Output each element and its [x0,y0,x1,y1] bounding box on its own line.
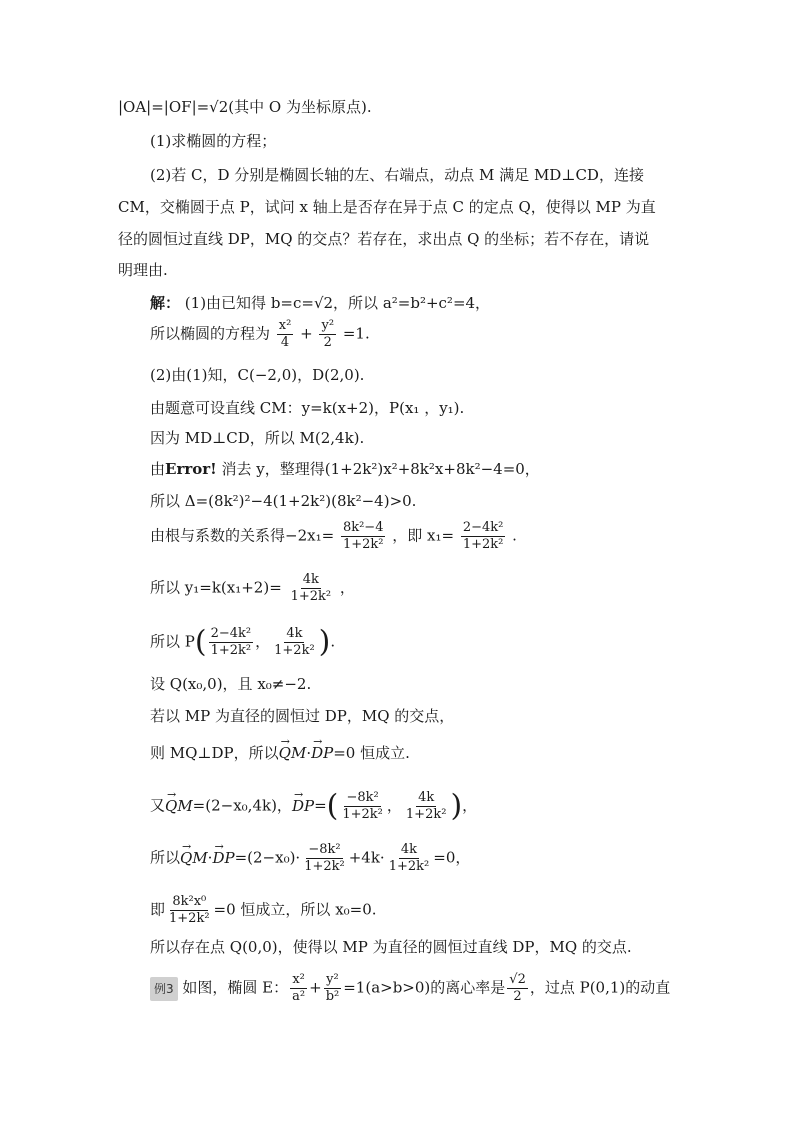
numerator: 4k [418,790,435,805]
solution-line-16 [150,894,377,927]
solution-line-8 [150,520,517,553]
text: 径的圆恒过直线 DP，MQ 的交点？若存在，求出点 Q 的坐标；若不存在，请说 [118,230,650,248]
text: 所以 Δ=(8k²)²−4(1+2k²)(8k²−4)>0. [150,492,417,510]
fraction [272,626,317,659]
text: 若以 MP 为直径的圆恒过 DP，MQ 的交点， [150,707,455,725]
text: . [330,632,336,651]
text: 由 [150,460,166,478]
numerator: −8k² [308,842,341,857]
denominator: 1+2k² [274,643,315,658]
solution-line-6 [150,458,540,480]
text: ，即 x₁= [392,526,455,545]
denominator: 1+2k² [290,589,332,604]
text: 明理由. [118,261,168,279]
solution-line-9 [150,572,355,605]
text: ， [255,632,271,651]
solution-line-7 [150,490,416,512]
vector-qm: → QM [180,847,208,869]
numerator: y² [321,318,335,333]
text: . [512,526,517,545]
left-paren: ( [194,624,207,660]
fraction [209,626,254,659]
text: 所以 [150,848,181,867]
denominator: 1+2k² [342,807,383,822]
fraction [302,842,347,875]
text: =0， [433,848,471,867]
solution-line-2 [150,318,370,351]
denominator: 1+2k² [462,537,504,552]
solution-label: 解： [150,294,181,312]
numerator: −8k² [346,790,379,805]
vector-dp: → DP [212,847,234,869]
text: ，过点 P(0,1)的动直 [529,978,671,997]
solution-line-12 [150,705,454,727]
text: 如图，椭圆 E： [177,978,289,997]
solution-line-1 [150,292,490,314]
numerator: 8k²−4 [342,520,384,535]
text: |OA|=|OF|=√2(其中 O 为坐标原点). [118,98,372,116]
text: ， [339,578,355,597]
text: =1(a>b>0)的离心率是 [343,978,506,997]
fraction [461,520,506,553]
vector-qm: → QM [279,742,307,764]
text: 即 [150,900,166,919]
denominator: 1+2k² [405,807,447,822]
denominator: 1+2k² [388,859,430,874]
vector-qm: → QM [165,795,193,817]
text: 设 Q(x₀,0)，且 x₀≠−2. [150,675,312,693]
numerator: 8k²x⁰ [172,894,207,909]
numerator: 2−4k² [210,626,252,641]
text: +4k· [348,848,385,867]
denominator: 2 [323,335,332,350]
denominator: 4 [280,335,290,350]
right-paren: ) [450,788,463,824]
numerator: 4k [400,842,418,857]
text: 因为 MD⊥CD，所以 M(2,4k). [150,429,365,447]
solution-line-4 [150,397,464,419]
text: 由题意可设直线 CM：y=k(x+2)，P(x₁ ，y₁). [150,399,465,417]
line-1 [118,96,372,118]
numerator: 4k [302,572,319,587]
numerator: y² [326,972,339,987]
text: (2)由(1)知，C(−2,0)，D(2,0). [150,366,365,384]
vector-dp: → DP [292,795,314,817]
text: (2)若 C，D 分别是椭圆长轴的左、右端点，动点 M 满足 MD⊥CD，连接 [150,166,644,184]
numerator: √2 [509,972,526,987]
fraction [507,972,528,1005]
text: CM，交椭圆于点 P，试问 x 轴上是否存在异于点 C 的定点 Q，使得以 MP 为直 [118,198,656,216]
text: 由根与系数的关系得−2x₁= [150,526,335,545]
text: =(2−x₀,4k)， [192,796,292,815]
denominator: 1+2k² [304,859,345,874]
fraction [387,842,432,875]
fraction [341,520,386,553]
fraction [289,572,334,605]
solution-line-3 [150,364,364,386]
text: ， [386,796,402,815]
text: ， [462,796,478,815]
solution-line-13 [150,742,410,764]
text: 所以 y₁=k(x₁+2)= [150,578,282,597]
example-badge: 例3 [150,977,178,1001]
numerator: x² [278,318,292,333]
text: 所以存在点 Q(0,0)，使得以 MP 为直径的圆恒过直线 DP，MQ 的交点. [150,938,632,956]
denominator: 1+2k² [210,643,252,658]
solution-line-10 [150,626,335,659]
fraction [340,790,385,823]
solution-line-17 [150,936,632,958]
text: · [306,744,312,762]
denominator: 1+2k² [169,911,210,926]
numerator: 2−4k² [462,520,504,535]
text: = [314,796,327,815]
denominator: b² [325,989,340,1004]
question-line-5 [118,228,649,250]
vector-dp: → DP [311,742,333,764]
denominator: 1+2k² [342,537,384,552]
question-line-6 [118,259,168,281]
text: (1)求椭圆的方程； [150,132,277,150]
solution-line-5 [150,427,364,449]
numerator: 4k [286,626,303,641]
text: (1)由已知得 b=c=√2，所以 a²=b²+c²=4， [184,294,491,312]
denominator: a² [292,989,306,1004]
question-line-4 [118,196,656,218]
solution-line-11 [150,673,311,695]
example-3-line [150,972,670,1005]
question-part-2 [150,164,644,186]
text: 则 MQ⊥DP，所以 [150,744,279,762]
solution-line-15 [150,842,470,875]
text: 所以 P [150,632,195,651]
text: =0 恒成立. [333,744,410,762]
text: + [309,978,322,997]
fraction [404,790,449,823]
denominator: 2 [513,989,522,1004]
fraction [319,318,336,351]
right-paren: ) [318,624,331,660]
text: =1. [342,324,370,343]
left-paren: ( [326,788,339,824]
question-part-1 [150,130,276,152]
text: 所以椭圆的方程为 [150,324,271,343]
text: + [300,324,313,343]
text: 又 [150,796,166,815]
text: =0 恒成立，所以 x₀=0. [213,900,377,919]
fraction [167,894,212,927]
text: 消去 y，整理得(1+2k²)x²+8k²x+8k²−4=0， [216,460,540,478]
fraction [324,972,342,1005]
error-text: Error! [165,460,217,478]
solution-line-14 [150,790,477,823]
fraction [277,318,294,351]
text: =(2−x₀)· [234,848,301,867]
text: · [207,848,213,867]
fraction [290,972,307,1005]
numerator: x² [292,972,305,987]
